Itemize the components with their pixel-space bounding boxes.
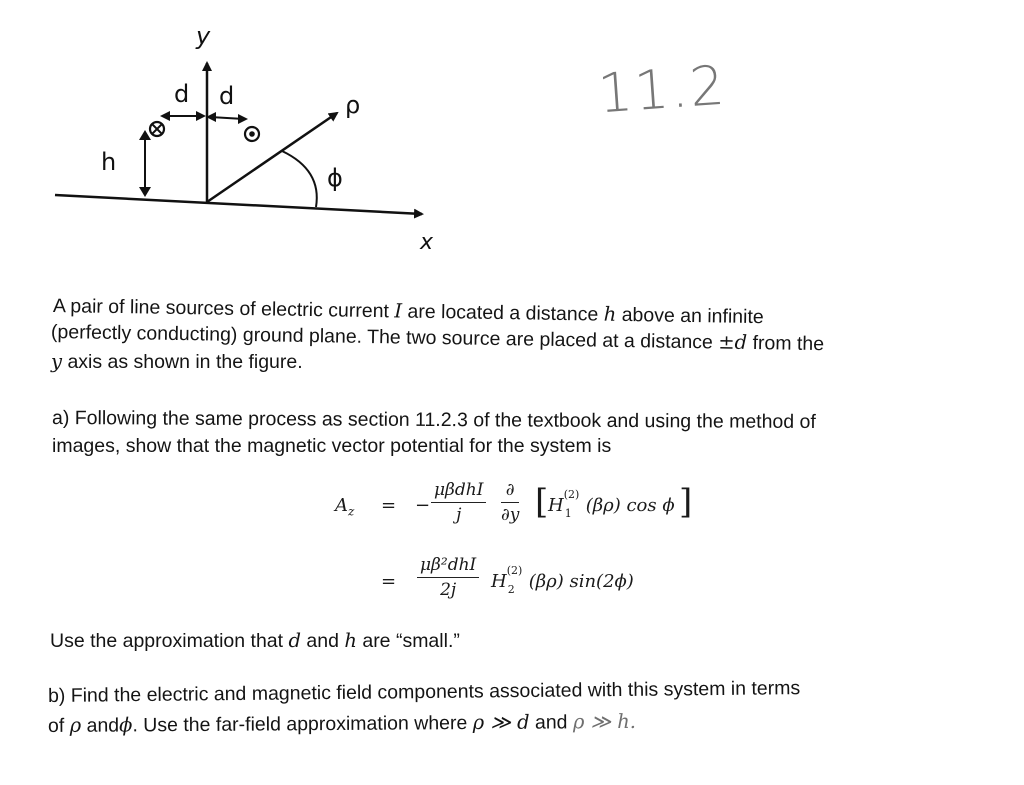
h-label: h	[101, 148, 117, 176]
current-out-of-page-icon	[245, 127, 259, 141]
part-b-line-2: of ρ andϕ. Use the far-field approximation where ρ ≫ d and ρ ≫ h.	[47, 709, 637, 737]
intro-line-1: A pair of line sources of electric current I are located a distance h above an infinite	[52, 295, 764, 329]
eq-row1-derivative: ∂ ∂y	[501, 480, 520, 525]
current-into-page-icon	[150, 122, 164, 136]
d-right-label: d	[219, 82, 235, 110]
part-a-line-2: images, show that the magnetic vector potential for the system is	[52, 435, 612, 457]
rho-vector	[207, 113, 337, 202]
eq-lhs: A	[335, 495, 348, 516]
phi-angle-arc	[282, 151, 317, 207]
intro-line-2: (perfectly conducting) ground plane. The two source are placed at a distance ±d from the	[50, 321, 825, 356]
x-axis-label: x	[420, 230, 434, 255]
phi-label: ϕ	[327, 164, 343, 192]
equation-row-1: $A_z$ = − μβdhI j ∂ ∂y [ H (2) 1 (βρ) cos ϕ ]	[335, 480, 693, 525]
handwritten-problem-number: 11.2	[595, 53, 729, 126]
part-a-line-1: a) Following the same process as section 11.2.3 of the textbook and using the method of	[51, 407, 816, 433]
eq-equals-1: =	[381, 495, 397, 516]
equation-row-2: = μβ²dhI 2j H (2) 2 (βρ) sin(2ϕ)	[381, 555, 634, 600]
x-axis-ground-plane	[55, 195, 422, 214]
d-left-label: d	[174, 80, 190, 108]
approximation-note: Use the approximation that d and h are “small.”	[50, 629, 460, 652]
eq-row1-coefficient: μβdhI j	[431, 480, 486, 525]
eq-row2-coefficient: μβ²dhI 2j	[417, 555, 479, 600]
eq-minus: −	[415, 495, 431, 516]
y-axis-label: y	[196, 22, 211, 50]
rho-label: ρ	[345, 91, 361, 119]
intro-line-3: y axis as shown in the figure.	[51, 350, 303, 373]
part-b-line-1: b) Find the electric and magnetic field components associated with this system in terms	[47, 677, 801, 707]
eq-equals-2: =	[381, 571, 397, 592]
